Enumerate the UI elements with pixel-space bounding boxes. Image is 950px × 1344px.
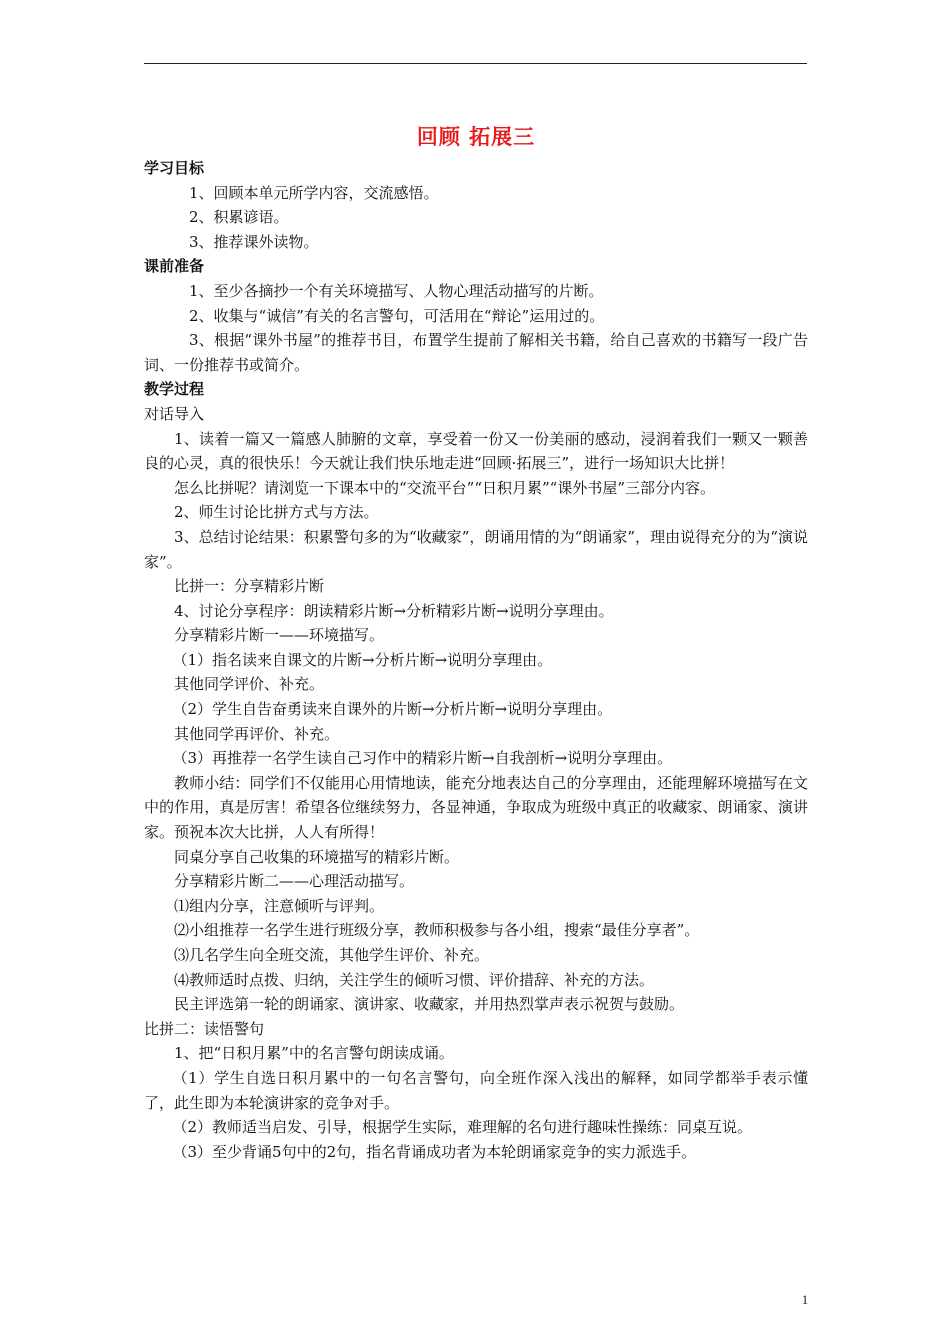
process-subheading: 比拼一：分享精彩片断 bbox=[174, 577, 325, 596]
process-paragraph: 其他同学再评价、补充。 bbox=[174, 724, 340, 743]
process-paragraph: 分享精彩片断二——心理活动描写。 bbox=[174, 872, 415, 891]
process-paragraph: （2）教师适当启发、引导，根据学生实际，难理解的名句进行趣味性操练：同桌互说。 bbox=[172, 1118, 753, 1137]
document-title: 回顾 拓展三 bbox=[416, 124, 536, 149]
preparation-item: 1、至少各摘抄一个有关环境描写、人物心理活动描写的片断。 bbox=[189, 281, 604, 300]
process-paragraph: 1、读着一篇又一篇感人肺腑的文章，享受着一份又一份美丽的感动，浸润着我们一颗又一颗善良的心灵，真的很快乐！今天就让我们快乐地走进“回顾·拓展三”，进行一场知识大比拼！ bbox=[144, 429, 808, 473]
goal-item: 3、推荐课外读物。 bbox=[189, 232, 319, 251]
process-paragraph: 2、师生讨论比拼方式与方法。 bbox=[174, 503, 379, 522]
process-paragraph: 1、把“日积月累”中的名言警句朗读成诵。 bbox=[174, 1044, 454, 1063]
process-paragraph: （1）学生自选日积月累中的一句名言警句，向全班作深入浅出的解释，如同学都举手表示懂了，此生即为本轮演讲家的竞争对手。 bbox=[144, 1068, 808, 1112]
goal-item: 1、回顾本单元所学内容，交流感悟。 bbox=[189, 183, 439, 202]
process-subheading: 对话导入 bbox=[144, 404, 205, 423]
process-paragraph: ⑷教师适时点拨、归纳，关注学生的倾听习惯、评价措辞、补充的方法。 bbox=[174, 970, 655, 989]
section-heading-preparation: 课前准备 bbox=[144, 257, 205, 276]
process-subheading: 比拼二：读悟警句 bbox=[144, 1019, 265, 1038]
process-paragraph: 同桌分享自己收集的环境描写的精彩片断。 bbox=[174, 847, 460, 866]
document-body bbox=[144, 122, 808, 1164]
process-paragraph: 4、讨论分享程序：朗读精彩片断→分析精彩片断→说明分享理由。 bbox=[174, 601, 614, 620]
process-paragraph: ⑵小组推荐一名学生进行班级分享，教师积极参与各小组，搜索“最佳分享者”。 bbox=[174, 921, 700, 940]
process-paragraph: ⑴组内分享，注意倾听与评判。 bbox=[174, 896, 385, 915]
process-paragraph: （3）再推荐一名学生读自己习作中的精彩片断→自我剖析→说明分享理由。 bbox=[172, 749, 673, 768]
process-paragraph: （1）指名读来自课文的片断→分析片断→说明分享理由。 bbox=[172, 650, 553, 669]
process-paragraph: 其他同学评价、补充。 bbox=[174, 675, 325, 694]
section-heading-goals: 学习目标 bbox=[144, 159, 205, 177]
section-heading-process: 教学过程 bbox=[144, 380, 205, 399]
process-paragraph: （3）至少背诵5句中的2句，指名背诵成功者为本轮朗诵家竞争的实力派选手。 bbox=[172, 1142, 697, 1161]
page-number: 1 bbox=[801, 1292, 809, 1307]
process-paragraph: 3、总结讨论结果：积累警句多的为“收藏家”，朗诵用情的为“朗诵家”，理由说得充分的为“演说家”。 bbox=[144, 527, 808, 571]
preparation-item: 3、根据“课外书屋”的推荐书目，布置学生提前了解相关书籍，给自己喜欢的书籍写一段广告词、一份推荐书或简介。 bbox=[144, 331, 808, 374]
process-paragraph: 分享精彩片断一——环境描写。 bbox=[174, 626, 385, 645]
goal-item: 2、积累谚语。 bbox=[189, 208, 289, 227]
process-paragraph: ⑶几名学生向全班交流，其他学生评价、补充。 bbox=[174, 946, 490, 964]
process-paragraph: 怎么比拼呢？请浏览一下课本中的“交流平台”“日积月累”“课外书屋”三部分内容。 bbox=[174, 478, 716, 497]
header-rule bbox=[144, 63, 807, 64]
process-paragraph: （2）学生自告奋勇读来自课外的片断→分析片断→说明分享理由。 bbox=[172, 700, 613, 719]
process-paragraph: 教师小结：同学们不仅能用心用情地读，能充分地表达自己的分享理由，还能理解环境描写在文中的作用，真是厉害！希望各位继续努力，各显神通，争取成为班级中真正的收藏家、朗诵家、演讲家。预祝本次大比拼，人人有所得！ bbox=[144, 773, 808, 842]
process-paragraph: 民主评选第一轮的朗诵家、演讲家、收藏家，并用热烈掌声表示祝贺与鼓励。 bbox=[174, 995, 685, 1014]
preparation-item: 2、收集与“诚信”有关的名言警句，可活用在“辩论”运用过的。 bbox=[189, 306, 605, 325]
